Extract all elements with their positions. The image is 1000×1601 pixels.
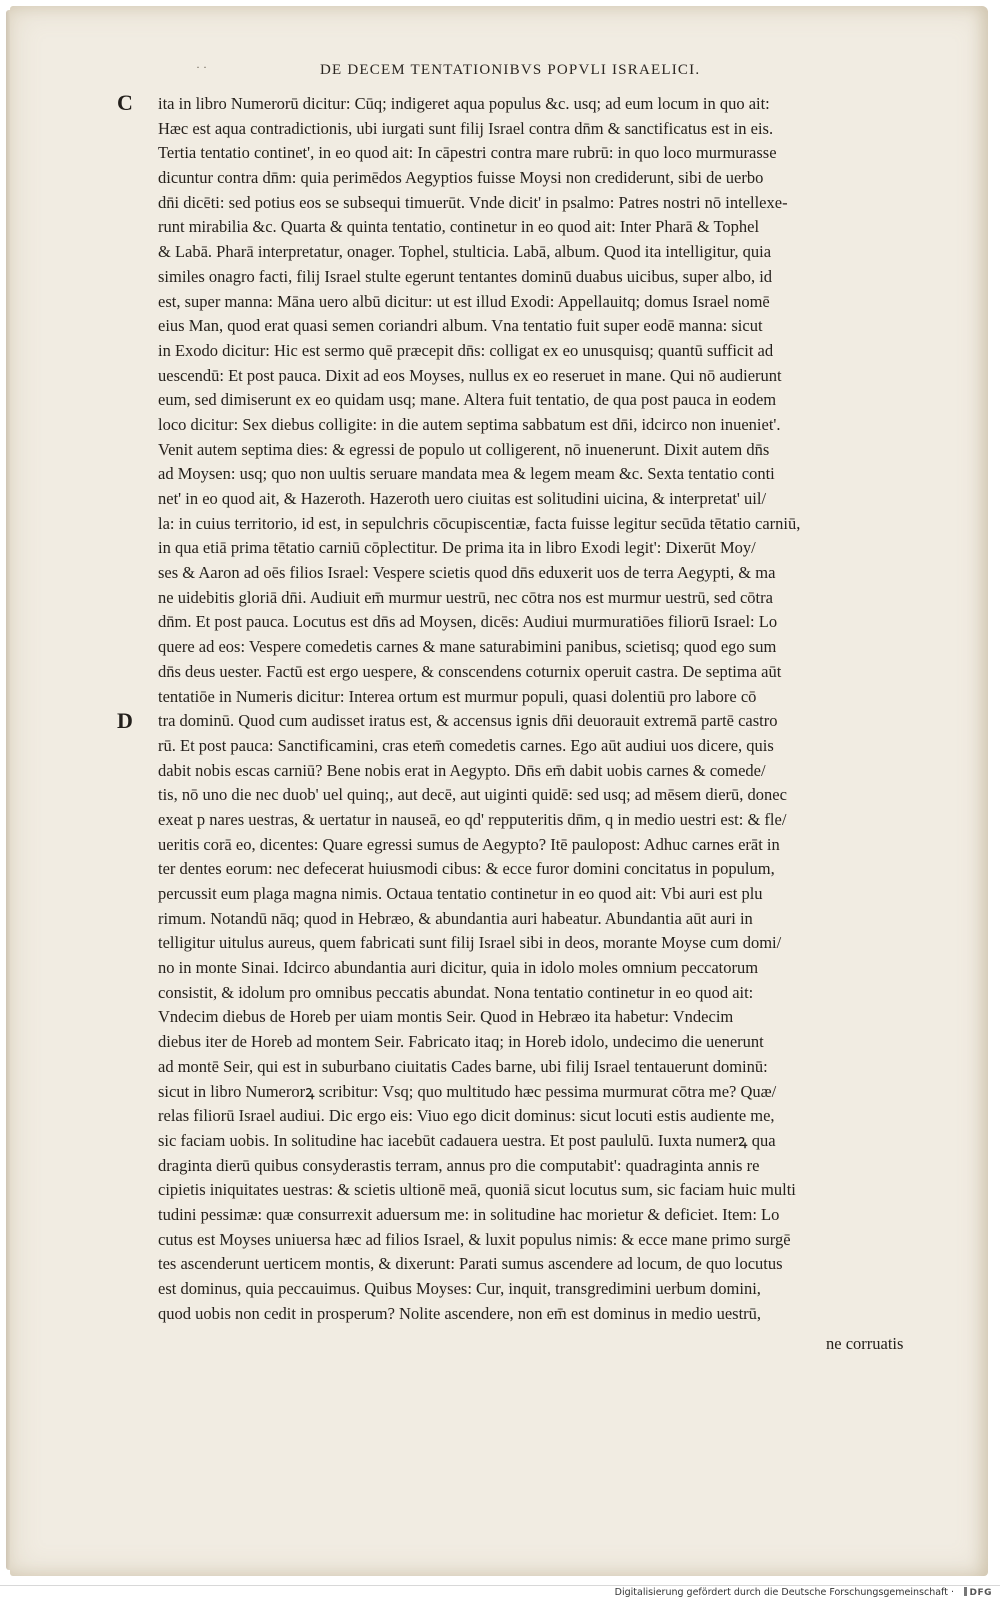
dfg-logo-text: DFG [969,1588,992,1598]
text-line: dn̄i dicēti: sed potius eos se subsequi timuerūt. Vnde dicit' in psalmo: Patres nostri nō intellexe- [158,192,788,212]
text-line: net' in eo quod ait, & Hazeroth. Hazeroth uero ciuitas est solitudini uicina, & interpretat' uil/ [158,489,767,508]
text-line: cutus est Moyses uniuersa hæc ad filios Israel, & luxit populus nimis: & ecce mane primo surgē [158,1229,791,1249]
text-line: loco dicitur: Sex diebus colligite: in die autem septima sabbatum est dn̄i, idcirco non inueniet'. [158,414,781,434]
text-line: in qua etiā prima tētatio carniū cōplectitur. De prima ita in libro Exodi legit': Dixerūt Moy/ [158,538,756,558]
text-line: dn̄s deus uester. Factū est ergo uespere, & conscendens coturnix operuit castra. De septima aūt [158,661,782,681]
text-line: ses & Aaron ad oēs filios Israel: Vespere scietis quod dn̄s eduxerit uos de terra Aegypti, & ma [158,563,776,583]
text-line: ueritis corā eo, dicentes: Quare egressi sumus de Aegypto? Itē paulopost: Adhuc carnes erāt in [158,834,780,854]
text-line: sic faciam uobis. In solitudine hac iacebūt cadauera uestra. Et post paululū. Iuxta numerꝝ qua [158,1130,776,1150]
text-line: similes onagro facti, filij Israel stulte egerunt tentantes dominū duabus uicibus, super albo, id [158,266,773,286]
text-line: tra dominū. Quod cum audisset iratus est, & accensus ignis dn̄i deuorauit extremā partē castro [158,711,778,731]
text-line: Hæc est aqua contradictionis, ubi iurgati sunt filij Israel contra dn̄m & sanctificatus est in eis. [158,118,774,138]
text-line: est, super manna: Māna uero albū dicitur: ut est illud Exodi: Appellauitq; domus Israel nomē [158,291,770,311]
text-line: percussit eum plaga magna nimis. Octaua tentatio continetur in eo quod ait: Vbi auri est plu [158,884,763,903]
dfg-logo [964,1587,992,1598]
text-line: Tertia tentatio continet', in eo quod ait: In cāpestri contra mare rubrū: in quo loco murmurasse [158,143,777,163]
catchword: ne corruatis [826,1334,904,1353]
text-line: sicut in libro Numerorꝝ scribitur: Vsq; quo multitudo hæc pessima murmurat cōtra me? Quæ/ [158,1081,777,1101]
text-line: cipietis iniquitates uestras: & scietis ultionē meā, quoniā sicut locutus sum, sic faciam huic multi [158,1180,796,1200]
text-line: & Labā. Pharā interpretatur, onager. Tophel, stulticia. Labā, album. Quod ita intelligitur, quia [158,242,772,262]
text-line: ad montē Seir, qui est in suburbano ciuitatis Cades barne, ubi filij Israel tentauerunt dominū: [158,1056,768,1076]
text-line: quere ad eos: Vespere comedetis carnes & mane saturabimini panibus, scietisq; quod ego sum [158,637,777,657]
text-line: ter dentes eorum: nec defecerat huiusmodi cibus: & ecce furor domini concitatus in populum, [158,859,775,879]
text-line: tentatiōe in Numeris dicitur: Interea ortum est murmur populi, quasi dolentiū pro labore cō [158,686,757,706]
text-line: Venit autem septima dies: & egressi de populo ut colligerent, nō inuenerunt. Dixit autem dn̄s [158,439,770,459]
text-line: dicuntur contra dn̄m: quia perimēdos Aegyptios fuisse Moysi non crediderunt, sibi de uerbo [158,168,764,188]
text-line: eius Man, quod erat quasi semen coriandri album. Vna tentatio fuit super eodē manna: sicut [158,316,763,336]
text-line: tes ascenderunt uerticem montis, & dixerunt: Parati sumus ascendere ad locum, de quo locutus [158,1254,783,1274]
text-line: ad Moysen: usq; quo non uultis seruare mandata mea & legem meam &c. Sexta tentatio conti [158,464,775,484]
text-line: in Exodo dicitur: Hic est sermo quē præcepit dn̄s: colligat ex eo unusquisq; quantū sufficit ad [158,340,774,360]
margin-letter-d: D [117,708,133,733]
text-line: quod uobis non cedit in prosperum? Nolite ascendere, non em̄ est dominus in medio uestrū, [158,1303,762,1323]
text-line: no in monte Sinai. Idcirco abundantia auri dicitur, quia in idolo moles omnium peccatorum [158,958,759,978]
text-line: la: in cuius territorio, id est, in sepulchris cōcupiscentiæ, facta fuisse legitur secūda tētatio carniū, [158,513,801,533]
running-head: DE DECEM TENTATIONIBVS POPVLI ISRAELICI. [320,62,701,78]
margin-letter-c: C [117,90,133,115]
dfg-logo-mark [964,1587,967,1596]
body-text [158,92,926,1326]
text-line: eum, sed dimiserunt ex eo quidam usq; mane. Altera fuit tentatio, de qua post pauca in eodem [158,390,777,410]
footer-credit: Digitalisierung gefördert durch die Deutsche Forschungsgemeinschaft · [614,1587,954,1598]
text-line: rimum. Notandū nāq; quod in Hebræo, & abundantia auri habeatur. Abundantia aūt auri in [158,908,753,928]
text-line: dn̄m. Et post pauca. Locutus est dn̄s ad Moysen, dicēs: Audiui murmuratiōes filiorū Israel: Lo [158,612,778,632]
text-line: dabit nobis escas carniū? Bene nobis erat in Aegypto. Dn̄s em̄ dabit uobis carnes & comede/ [158,760,766,780]
text-line: diebus iter de Horeb ad montem Seir. Fabricato itaq; in Horeb idolo, undecimo die uenerunt [158,1032,764,1052]
text-line: uescendū: Et post pauca. Dixit ad eos Moyses, nullus ex eo reseruet in mane. Qui nō audierunt [158,365,782,385]
text-line: est dominus, quia peccauimus. Quibus Moyses: Cur, inquit, transgredimini uerbum domini, [158,1279,761,1298]
text-line: tis, nō uno die nec duob' uel quinq;, aut decē, aut uiginti quidē: sed usq; ad mēsem dierū, donec [158,785,787,805]
text-line: telligitur uitulus aureus, quem fabricati sunt filij Israel sibi in deos, morante Moyse cum domi/ [158,933,782,953]
text-line: draginta dierū quibus consyderastis terram, annus pro die computabit': quadraginta annis re [158,1155,760,1175]
text-line: ita in libro Numerorū dicitur: Cūq; indigeret aqua populus &c. usq; ad eum locum in quo ait: [158,94,770,113]
text-line: runt mirabilia &c. Quarta & quinta tentatio, continetur in eo quod ait: Inter Pharā & Tophel [158,217,760,237]
ink-specks: · · [196,60,207,74]
text-line: rū. Et post pauca: Sanctificamini, cras etem̄ comedetis carnes. Ego aūt audiui uos dicere, quis [158,735,774,755]
text-line: tudini pessimæ: quæ consurrexit aduersum me: in solitudine hac morietur & deficiet. Item: Lo [158,1204,780,1224]
text-line: ne uidebitis gloriā dn̄i. Audiuit em̄ murmur uestrū, nec cōtra nos est murmur uestrū, sed cōtra [158,587,773,607]
text-line: Vndecim diebus de Horeb per uiam montis Seir. Quod in Hebræo ita habetur: Vndecim [158,1007,734,1027]
text-line: exeat p nares uestras, & uertatur in nauseā, eo qd' repputeritis dn̄m, q in medio uestri est: & fle/ [158,809,787,829]
text-line: consistit, & idolum pro omnibus peccatis abundat. Nona tentatio continetur in eo quod ait: [158,982,754,1002]
footer-bar [0,1585,1000,1601]
text-line: relas filiorū Israel audiui. Dic ergo eis: Viuo ego dicit dominus: sicut locuti estis audiente me, [158,1106,775,1126]
